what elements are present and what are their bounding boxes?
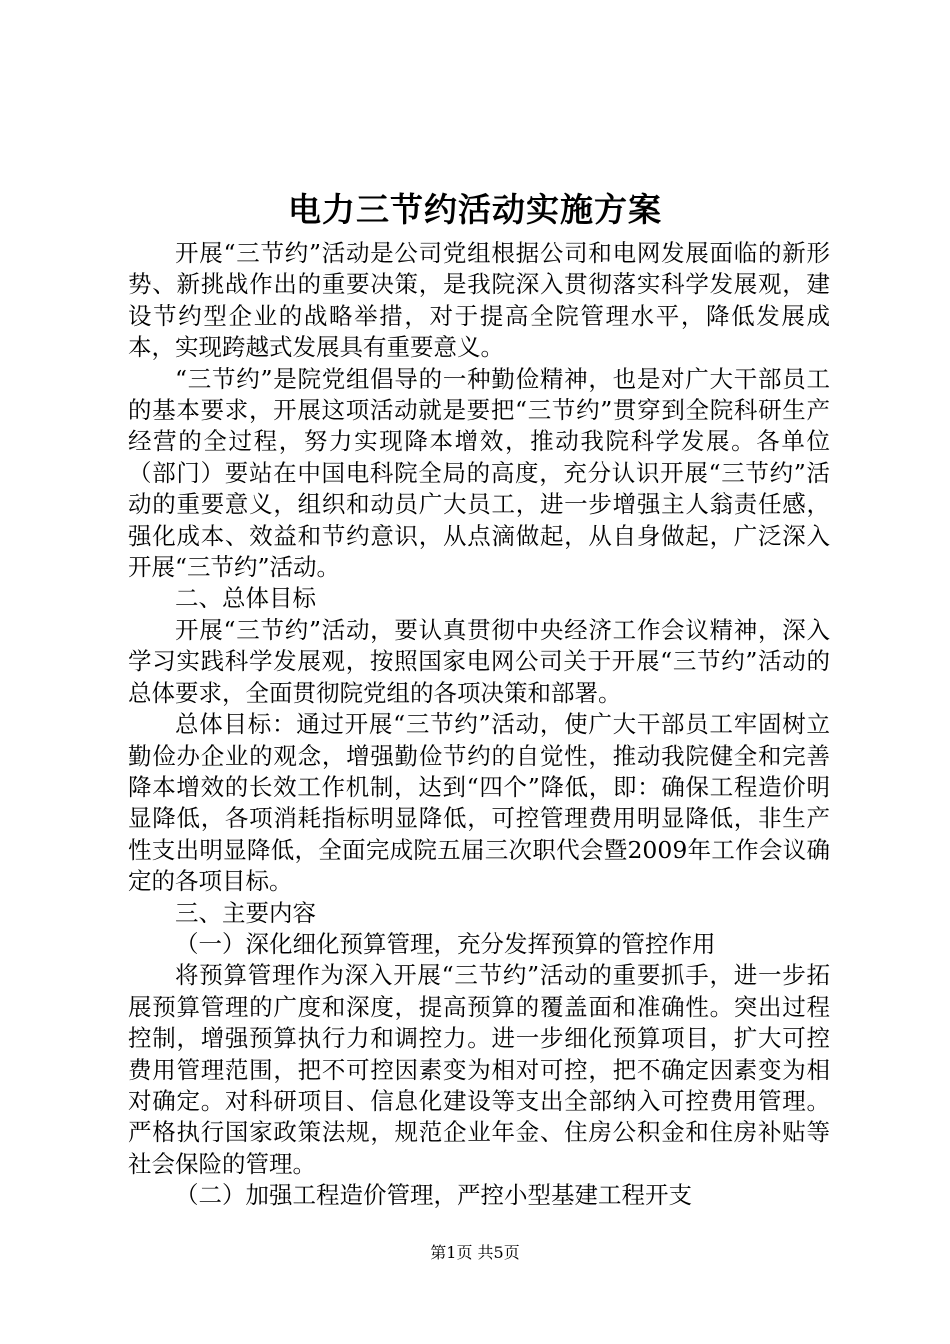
paragraph: 开展“三节约”活动，要认真贯彻中央经济工作会议精神，深入学习实践科学发展观，按照国家电网公司关于开展“三节约”活动的总体要求，全面贯彻院党组的各项决策和部署。 [128,615,830,707]
subsection-heading: （一）深化细化预算管理，充分发挥预算的管控作用 [175,929,716,958]
page-footer: 第1页 共5页 [430,1243,520,1262]
paragraph: “三节约”是院党组倡导的一种勤俭精神，也是对广大干部员工的基本要求，开展这项活动就是要把“三节约”贯穿到全院科研生产经营的全过程，努力实现降本增效，推动我院科学发展。各单位（部门）要站在中国电科院全局的高度，充分认识开展“三节约”活动的重要意义，组织和动员广大员工，进一步增强主人翁责任感，强化成本、效益和节约意识，从点滴做起，从自身做起，广泛深入开展“三节约”活动。 [128,364,830,582]
section-heading: 三、主要内容 [175,898,316,927]
paragraph: 开展“三节约”活动是公司党组根据公司和电网发展面临的新形势、新挑战作出的重要决策，是我院深入贯彻落实科学发展观，建设节约型企业的战略举措，对于提高全院管理水平，降低发展成本，实现跨越式发展具有重要意义。 [128,239,830,362]
document-title: 电力三节约活动实施方案 [288,190,662,229]
document-body [128,238,830,1212]
paragraph: 将预算管理作为深入开展“三节约”活动的重要抓手，进一步拓展预算管理的广度和深度，提高预算的覆盖面和准确性。突出过程控制，增强预算执行力和调控力。进一步细化预算项目，扩大可控费用管理范围，把不可控因素变为相对可控，把不确定因素变为相对确定。对科研项目、信息化建设等支出全部纳入可控费用管理。严格执行国家政策法规，规范企业年金、住房公积金和住房补贴等社会保险的管理。 [128,961,830,1178]
paragraph: 总体目标：通过开展“三节约”活动，使广大干部员工牢固树立勤俭办企业的观念，增强勤俭节约的自觉性，推动我院健全和完善降本增效的长效工作机制，达到“四个”降低，即：确保工程造价明显降低，各项消耗指标明显降低，可控管理费用明显降低，非生产性支出明显降低，全面完成院五届三次职代会暨2009年工作会议确定的各项目标。 [128,710,830,896]
subsection-heading: （二）加强工程造价管理，严控小型基建工程开支 [175,1181,692,1210]
section-heading: 二、总体目标 [175,584,316,613]
